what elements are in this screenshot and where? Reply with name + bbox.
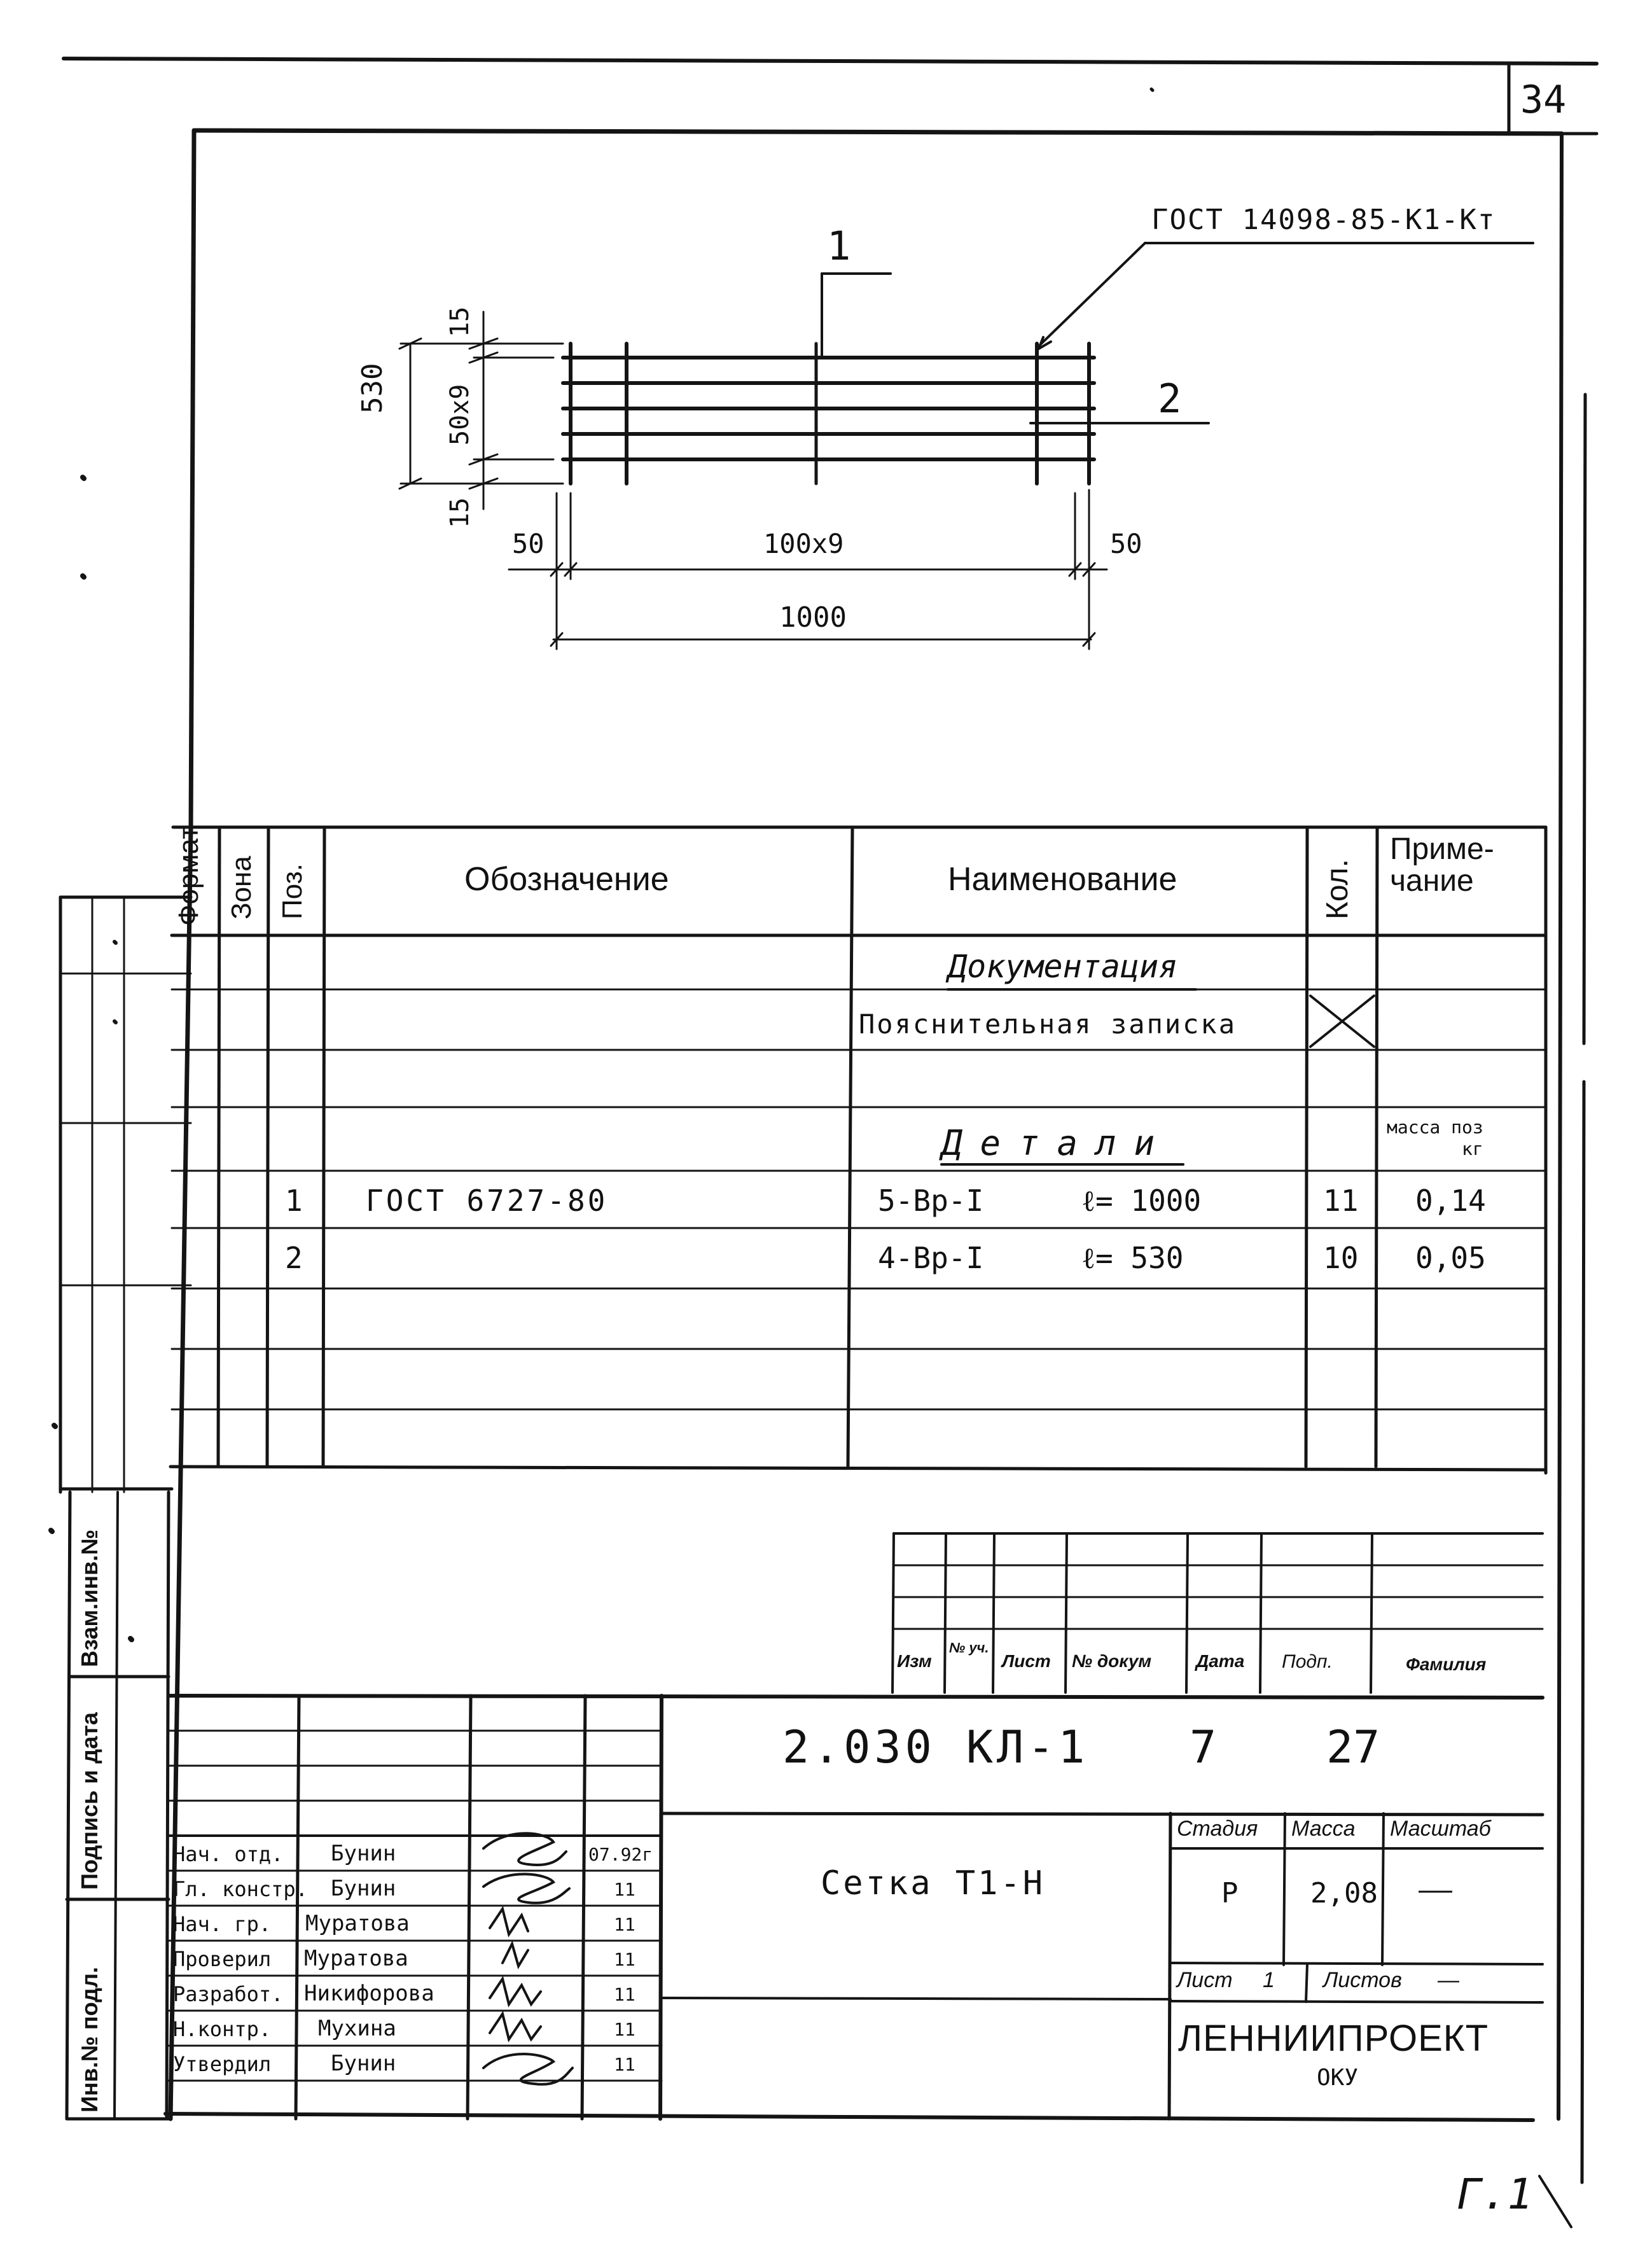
stamp-signature-date: Подпись и дата	[76, 1712, 102, 1890]
department-name: ОКУ	[1317, 2065, 1359, 2091]
stage-label: Стадия	[1177, 1817, 1258, 1841]
dim-mid-length: 100x9	[763, 528, 844, 559]
header-format: Формат	[173, 826, 204, 926]
signer-date: 11	[614, 1984, 635, 2005]
row-name: 5-Вр-I	[878, 1183, 984, 1218]
change-header-izm: Изм	[897, 1651, 932, 1671]
stamp-replacement-inv: Взам.инв.№	[76, 1529, 102, 1667]
change-header-dokum: № докум	[1072, 1651, 1152, 1671]
dim-total-height: 530	[356, 363, 389, 414]
row-mass: 0,14	[1415, 1183, 1486, 1218]
stamp-original-inv: Инв.№ подл.	[76, 1967, 102, 2112]
scale-label: Масштаб	[1390, 1817, 1491, 1841]
position-2-label: 2	[1158, 375, 1182, 422]
signer-role: Утвердил	[173, 2052, 272, 2076]
signer-role: Нач. отд.	[173, 1842, 284, 1866]
row-length: ℓ= 530	[1081, 1241, 1184, 1275]
signer-date: 11	[614, 1949, 635, 1970]
corner-mark: Г.1	[1457, 2170, 1533, 2219]
change-header-uch: № уч.	[949, 1640, 989, 1656]
sheet-value: 1	[1263, 1968, 1275, 1992]
row-name: 4-Вр-I	[878, 1241, 984, 1275]
signer-date: 11	[614, 2054, 635, 2075]
signer-name: Бунин	[331, 2051, 396, 2076]
section-documentation: Документация	[948, 948, 1178, 985]
dim-left-edge: 50	[512, 528, 545, 559]
header-zone: Зона	[226, 856, 257, 919]
signer-name: Бунин	[331, 1876, 396, 1901]
signer-role: Проверил	[173, 1947, 272, 1971]
signer-name: Муратова	[305, 1911, 410, 1936]
signer-date: 11	[614, 1879, 635, 1900]
row-qty: 11	[1323, 1183, 1359, 1218]
page-number: 34	[1520, 78, 1567, 122]
dim-right-edge: 50	[1110, 528, 1142, 559]
object-name: Сетка Т1-Н	[821, 1864, 1046, 1902]
gost-callout: ГОСТ 14098-85-К1-Кт	[1151, 204, 1496, 236]
signer-name: Мухина	[318, 2016, 396, 2041]
mass-header: масса поз кг	[1387, 1117, 1483, 1159]
row-pos: 2	[285, 1241, 303, 1275]
change-header-podp: Подп.	[1282, 1651, 1333, 1672]
scale-value: ——	[1419, 1874, 1452, 1906]
sheet-label: Лист	[1177, 1968, 1233, 1992]
doc-row-name: Пояснительная записка	[859, 1009, 1237, 1040]
header-qty: Кол.	[1321, 859, 1354, 919]
section-details: Детали	[941, 1123, 1173, 1163]
dim-bottom-edge: 15	[445, 497, 475, 528]
organization-name: ЛЕННИИПРОЕКТ	[1178, 2018, 1489, 2059]
header-note: Приме- чание	[1390, 832, 1494, 898]
signer-name: Никифорова	[304, 1981, 434, 2006]
row-pos: 1	[285, 1183, 303, 1218]
document-code: 2.030 КЛ-1	[782, 1721, 1089, 1773]
row-qty: 10	[1323, 1241, 1359, 1275]
dim-mid-span: 50x9	[445, 384, 475, 445]
signer-name: Муратова	[304, 1946, 408, 1971]
header-name: Наименование	[948, 861, 1177, 898]
total-sheets: 27	[1326, 1721, 1380, 1773]
signer-role: Гл. констр.	[173, 1877, 308, 1901]
signer-role: Разработ.	[173, 1982, 284, 2006]
signer-role: Нач. гр.	[173, 1912, 272, 1936]
header-pos: Поз.	[277, 863, 308, 919]
signer-date: 11	[614, 2019, 635, 2040]
change-header-list: Лист	[1002, 1651, 1051, 1671]
stage-value: Р	[1221, 1877, 1239, 1909]
dim-top-edge: 15	[445, 306, 475, 337]
change-header-surname: Фамилия	[1406, 1654, 1487, 1674]
signer-date: 07.92г	[588, 1844, 653, 1865]
mass-label: Масса	[1291, 1817, 1356, 1841]
signer-name: Бунин	[331, 1841, 396, 1866]
change-header-date: Дата	[1196, 1651, 1245, 1671]
sheets-label: Листов	[1323, 1968, 1402, 1992]
position-1-label: 1	[827, 223, 851, 269]
header-designation: Обозначение	[464, 861, 669, 898]
mass-value: 2,08	[1310, 1877, 1378, 1909]
sheets-value: —	[1438, 1968, 1459, 1992]
signer-role: Н.контр.	[173, 2017, 272, 2041]
row-designation: ГОСТ 6727-80	[366, 1183, 608, 1218]
row-length: ℓ= 1000	[1081, 1183, 1202, 1218]
signer-date: 11	[614, 1914, 635, 1935]
row-mass: 0,05	[1415, 1241, 1486, 1275]
dim-total-length: 1000	[779, 601, 847, 634]
sheet-number: 7	[1190, 1721, 1217, 1773]
